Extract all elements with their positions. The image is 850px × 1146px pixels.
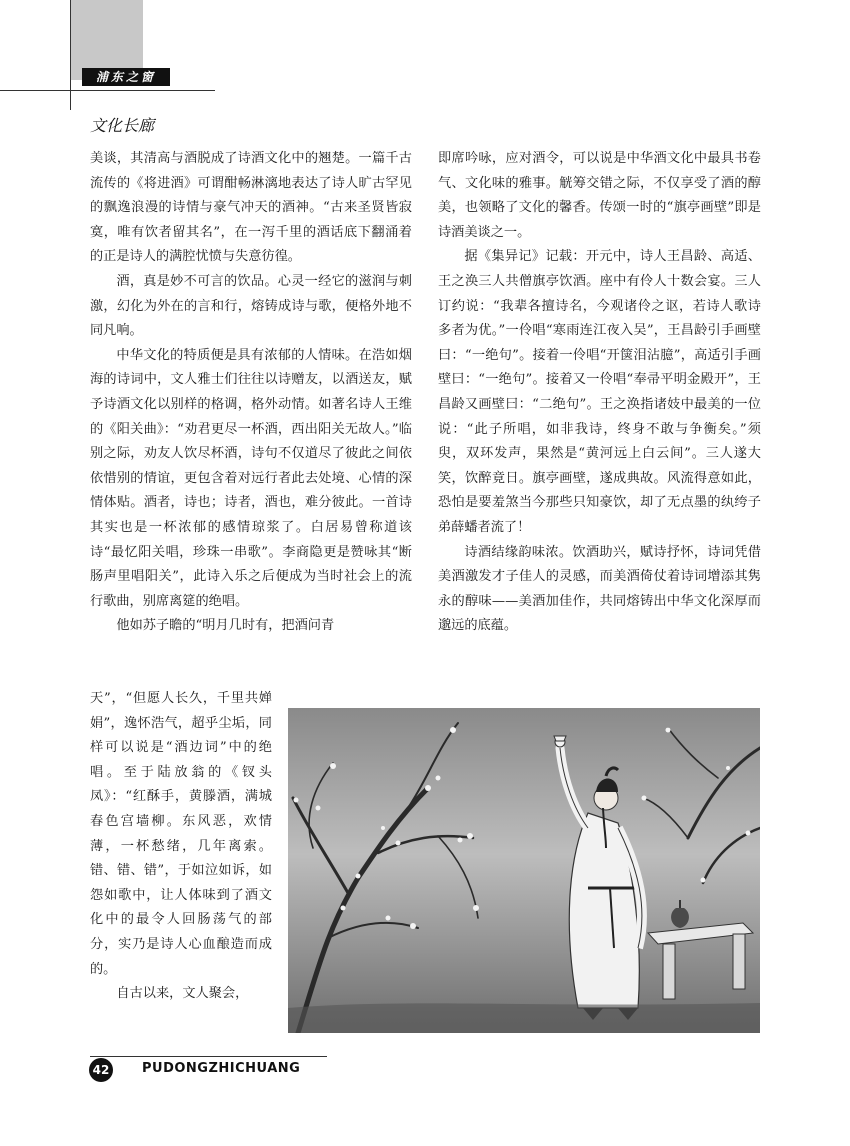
left-text-column [90, 147, 412, 639]
paragraph: 天”，“但愿人长久，千里共婵娟”，逸怀浩气，超乎尘垢，同样可以说是“酒边词”中的绝唱。至于陆放翁的《钗头凤》：“红酥手，黄滕酒，满城春色宫墙柳。东风恶，欢情薄，一杯愁绪，几年离索。错、错、错”，于如泣如诉，如怨如歌中，让人体味到了酒文化中的最令人回肠荡气的部分，实乃是诗人心血酿造而成的。 [90, 691, 272, 977]
paragraph: 据《集异记》记载：开元中，诗人王昌龄、高适、王之涣三人共僧旗亭饮酒。座中有伶人十数会宴。三人订约说：“我辈各擅诗名，今观诸伶之讴，若诗人歌诗多者为优。”一伶唱“寒雨连江夜入吴”，王昌龄引手画壁曰：“一绝句”。接着一伶唱“开箧泪沾臆”，高适引手画壁曰：“一绝句”。接着又一伶唱“奉帚平明金殿开”，王昌龄又画壁曰：“二绝句”。王之涣指诸妓中最美的一位说：“此子所唱，如非我诗，终身不敢与争衡矣。”须臾，双环发声，果然是“黄河远上白云间”。三人遂大笑，饮醉竟日。旗亭画壁，遂成典故。风流得意如此，恐怕是要羞煞当今那些只知豪饮，却了无点墨的纨绔子弟薛蟠者流了！ [438, 249, 761, 535]
section-title: 文化长廊 [90, 116, 155, 135]
right-text-column [438, 147, 761, 639]
paragraph: 诗酒结缘韵味浓。饮酒助兴，赋诗抒怀，诗词凭借美酒激发才子佳人的灵感，而美酒倚仗着诗词增添其隽永的醇味——美酒加佳作，共同熔铸出中华文化深厚而邈远的底蕴。 [438, 544, 761, 634]
column-label: 浦东之窗 [82, 68, 170, 86]
header-vertical-rule [70, 0, 71, 110]
paragraph: 自古以来，文人聚会， [116, 986, 249, 1002]
footer-rule [90, 1056, 327, 1057]
header-horizontal-rule [0, 90, 215, 91]
paragraph: 酒，真是妙不可言的饮品。心灵一经它的滋润与刺激，幻化为外在的言和行，熔铸成诗与歌，便格外地不同凡响。 [90, 273, 412, 339]
paragraph: 中华文化的特质便是具有浓郁的人情味。在浩如烟海的诗词中，文人雅士们往往以诗赠友，以酒送友，赋予诗酒文化以别样的格调，格外动情。如著名诗人王维的《阳关曲》：“劝君更尽一杯酒，西出阳关无故人。”临别之际，劝友人饮尽杯酒，诗句不仅道尽了彼此之间依依惜别的情谊，更包含着对远行者此去处境、心情的深情体贴。酒者，诗也；诗者，酒也，难分彼此。一首诗其实也是一杯浓郁的感情琼浆了。白居易曾称道该诗“最忆阳关唱，珍珠一串歌”。李商隐更是赞咏其“断肠声里唱阳关”，此诗入乐之后便成为当时社会上的流行歌曲，别席离筵的绝唱。 [90, 347, 412, 609]
narrow-text-column [90, 687, 272, 1007]
paragraph: 美谈，其清高与酒脱成了诗酒文化中的翘楚。一篇千古流传的《将进酒》可谓酣畅淋漓地表达了诗人旷古罕见的飘逸浪漫的诗情与豪气冲天的酒神。“古来圣贤皆寂寞，唯有饮者留其名”，在一泻千里的酒话底下翻涌着的正是诗人的满腔忧愤与失意彷徨。 [90, 151, 412, 265]
paragraph: 他如苏子瞻的“明月几时有，把酒问青 [116, 618, 335, 634]
paragraph: 即席吟咏，应对酒令，可以说是中华酒文化中最具书卷气、文化味的雅事。觥筹交错之际，不仅享受了酒的醇美，也领略了文化的馨香。传颂一时的“旗亭画壁”即是诗酒美谈之一。 [438, 151, 761, 240]
ink-painting-poet-with-cup [288, 708, 760, 1033]
footer-brand: PUDONGZHICHUANG [142, 1061, 301, 1076]
page-number: 42 [89, 1058, 113, 1082]
